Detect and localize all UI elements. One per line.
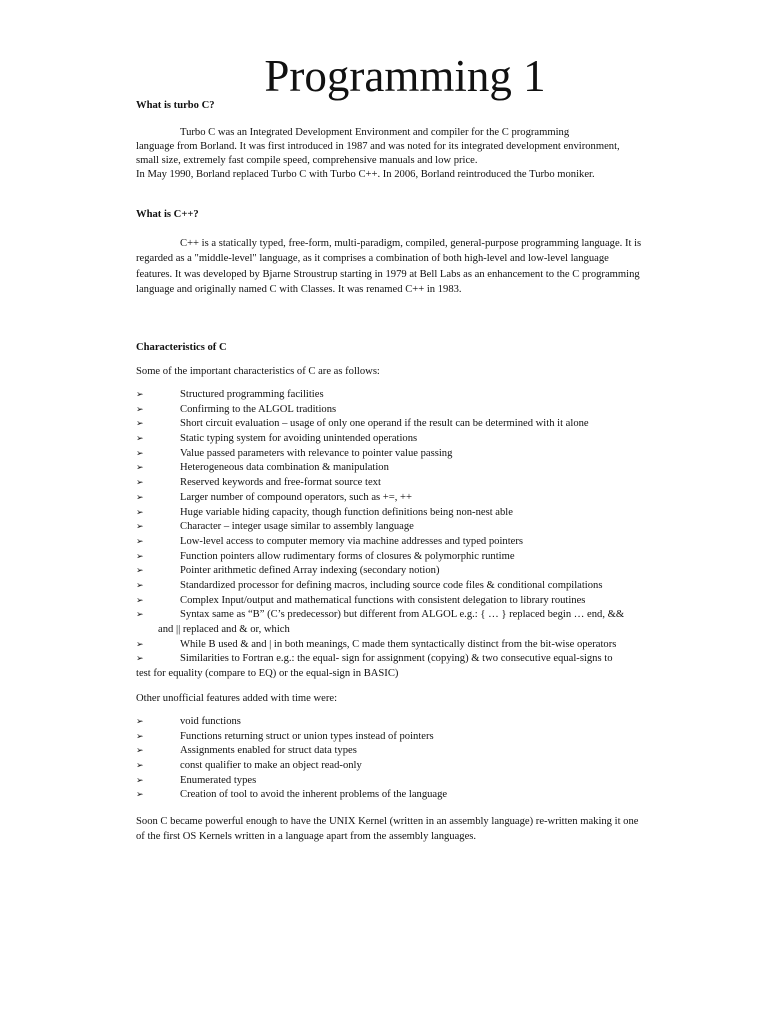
list-item: ➢ Larger number of compound operators, such as +=, ++ xyxy=(136,491,676,506)
arrow-bullet-icon: ➢ xyxy=(136,536,144,547)
list-item: ➢ void functions xyxy=(136,715,676,730)
arrow-bullet-icon: ➢ xyxy=(136,654,144,665)
list-item: ➢ While B used & and | in both meanings, C made them syntactically distinct from the bit-wise operators xyxy=(136,638,676,653)
list-item: ➢ Static typing system for avoiding unintended operations xyxy=(136,432,676,447)
list-item: ➢ Functions returning struct or union types instead of pointers xyxy=(136,730,676,745)
list-item: ➢ Pointer arithmetic defined Array indexing (secondary notion) xyxy=(136,564,676,579)
list-item: ➢ Confirming to the ALGOL traditions xyxy=(136,403,676,418)
list-item: ➢ Structured programming facilities xyxy=(136,388,676,403)
list-item: ➢ Similarities to Fortran e.g.: the equal- sign for assignment (copying) & two consecutive equal-signs to test for equality (compare to EQ) or the equal-sign in BASIC) xyxy=(136,653,613,680)
list-item: ➢ Character – integer usage similar to assembly language xyxy=(136,520,676,535)
list-item: ➢ Standardized processor for defining macros, including source code files & conditional compilations xyxy=(136,579,676,594)
arrow-bullet-icon: ➢ xyxy=(136,746,144,757)
list-item: ➢ Creation of tool to avoid the inherent problems of the language xyxy=(136,788,676,803)
arrow-bullet-icon: ➢ xyxy=(136,775,144,786)
arrow-bullet-icon: ➢ xyxy=(136,790,144,801)
page-title: Programming 1 xyxy=(264,51,546,101)
characteristics-list xyxy=(136,388,676,682)
arrow-bullet-icon: ➢ xyxy=(136,419,144,430)
list-item: ➢ Low-level access to computer memory via machine addresses and typed pointers xyxy=(136,535,676,550)
list-item: ➢ Value passed parameters with relevance to pointer value passing xyxy=(136,447,676,462)
arrow-bullet-icon: ➢ xyxy=(136,448,144,459)
cpp-line-2: regarded as a "middle-level" language, as it comprises a combination of both high-level and low-level language xyxy=(136,253,609,264)
closing-line-1: Soon C became powerful enough to have the UNIX Kernel (written in an assembly language) re-written making it one xyxy=(136,816,639,827)
unofficial-intro: Other unofficial features added with time were: xyxy=(136,693,338,704)
list-item: ➢ Heterogeneous data combination & manipulation xyxy=(136,461,676,476)
arrow-bullet-icon: ➢ xyxy=(136,595,144,606)
arrow-bullet-icon: ➢ xyxy=(136,639,144,650)
arrow-bullet-icon: ➢ xyxy=(136,610,144,621)
characteristics-intro: Some of the important characteristics of C are as follows: xyxy=(136,366,380,377)
cpp-heading: What is C++? xyxy=(136,209,199,220)
arrow-bullet-icon: ➢ xyxy=(136,478,144,489)
arrow-bullet-icon: ➢ xyxy=(136,507,144,518)
list-item: ➢ const qualifier to make an object read-only xyxy=(136,759,676,774)
arrow-bullet-icon: ➢ xyxy=(136,390,144,400)
unofficial-list xyxy=(136,715,676,803)
cpp-line-1: C++ is a statically typed, free-form, multi-paradigm, compiled, general-purpose programming language. It is xyxy=(180,238,642,249)
characteristics-heading: Characteristics of C xyxy=(136,342,227,353)
arrow-bullet-icon: ➢ xyxy=(136,580,144,591)
list-item: ➢ Enumerated types xyxy=(136,774,676,789)
arrow-bullet-icon: ➢ xyxy=(136,731,144,742)
arrow-bullet-icon: ➢ xyxy=(136,404,144,415)
arrow-bullet-icon: ➢ xyxy=(136,434,144,445)
list-item: ➢ Complex Input/output and mathematical functions with consistent delegation to library routines xyxy=(136,594,676,609)
list-item: ➢ Reserved keywords and free-format source text xyxy=(136,476,676,491)
cpp-line-3: features. It was developed by Bjarne Stroustrup starting in 1979 at Bell Labs as an enhancement to the C programming xyxy=(136,269,640,280)
list-item: ➢ Syntax same as “B” (C’s predecessor) but different from ALGOL e.g.: { … } replaced begin … end, && and || replaced and & or, which xyxy=(136,609,625,635)
list-item: ➢ Huge variable hiding capacity, though function definitions being non-nest able xyxy=(136,506,676,521)
list-item: ➢ Short circuit evaluation – usage of only one operand if the result can be determined with it alone xyxy=(136,417,676,432)
arrow-bullet-icon: ➢ xyxy=(136,761,144,772)
turbo-line-2: language from Borland. It was first introduced in 1987 and was noted for its integrated development environment, xyxy=(136,141,620,152)
arrow-bullet-icon: ➢ xyxy=(136,463,144,474)
list-item: ➢ Assignments enabled for struct data types xyxy=(136,744,676,759)
cpp-line-4: language and originally named C with Classes. It was renamed C++ in 1983. xyxy=(136,284,462,295)
list-item: ➢ Function pointers allow rudimentary forms of closures & polymorphic runtime xyxy=(136,550,676,565)
arrow-bullet-icon: ➢ xyxy=(136,551,144,562)
arrow-bullet-icon: ➢ xyxy=(136,522,144,533)
turbo-line-4: In May 1990, Borland replaced Turbo C with Turbo C++. In 2006, Borland reintroduced the Turbo moniker. xyxy=(136,169,595,180)
arrow-bullet-icon: ➢ xyxy=(136,566,144,577)
arrow-bullet-icon: ➢ xyxy=(136,717,144,727)
closing-line-2: of the first OS Kernels written in a language apart from the assembly languages. xyxy=(136,831,477,842)
arrow-bullet-icon: ➢ xyxy=(136,492,144,503)
turbo-heading: What is turbo C? xyxy=(136,100,215,111)
turbo-line-1: Turbo C was an Integrated Development Environment and compiler for the C programming xyxy=(180,127,570,138)
turbo-line-3: small size, extremely fast compile speed, comprehensive manuals and low price. xyxy=(136,155,478,166)
